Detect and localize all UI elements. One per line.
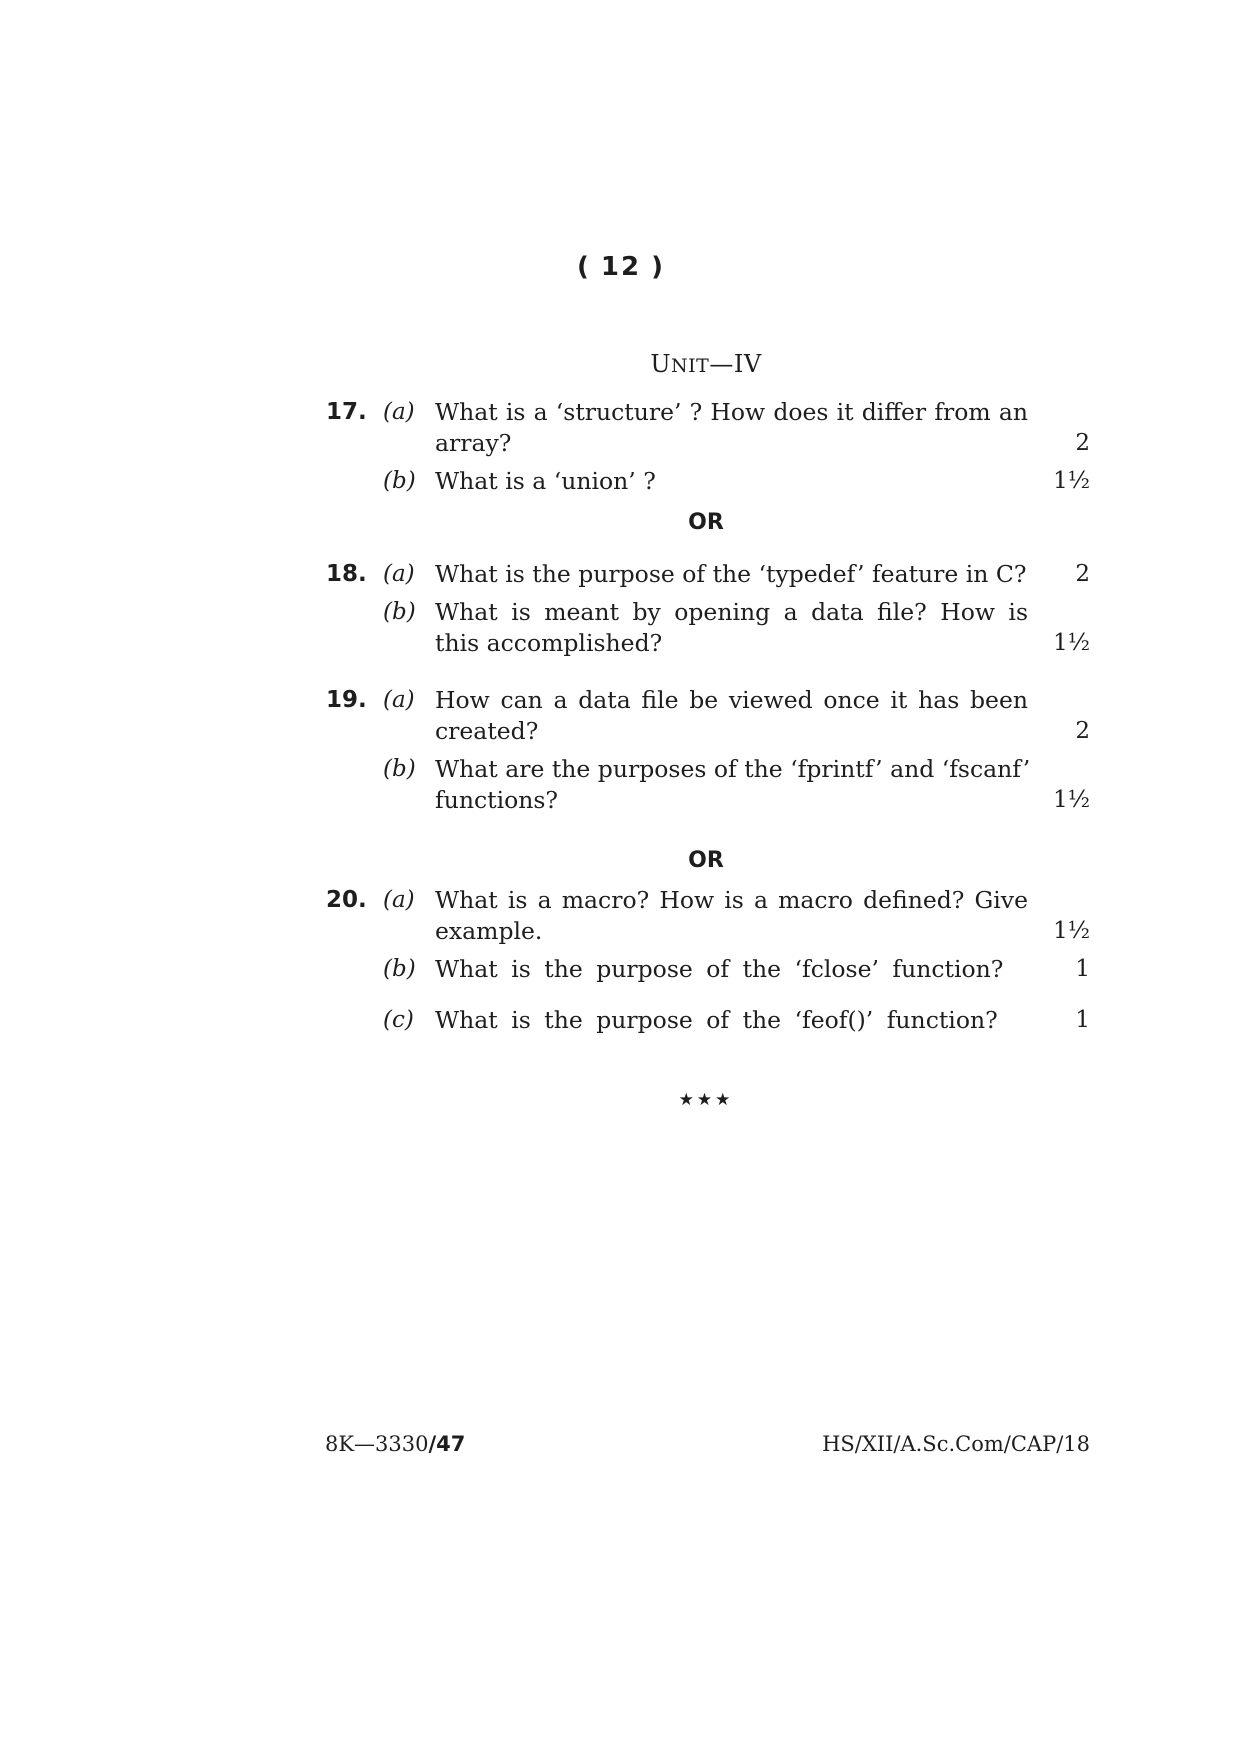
unit-heading: UNIT—IV <box>650 350 762 378</box>
question-20a-line2: example. <box>435 917 543 945</box>
question-17b-marks: 1½ <box>1053 468 1090 494</box>
question-18a-line1: What is the purpose of the ‘typedef’ feature in C? <box>435 560 1027 588</box>
question-20c-marks: 1 <box>1075 1007 1090 1033</box>
question-20b-marks: 1 <box>1075 956 1090 982</box>
question-19b-line1: What are the purposes of the ‘fprintf’ and ‘fscanf’ <box>435 755 1031 783</box>
question-20a-line1: What is a macro? How is a macro defined? Give <box>435 886 1028 914</box>
question-19a-marks: 2 <box>1075 718 1090 744</box>
page-number-value: 12 <box>600 252 642 282</box>
question-17-number: 17. <box>326 399 367 425</box>
question-19b-line2: functions? <box>435 786 559 814</box>
or-divider: OR <box>688 510 724 535</box>
or-divider-2: OR <box>688 848 724 873</box>
question-18a-marks: 2 <box>1075 561 1090 587</box>
question-20a-marks: 1½ <box>1053 918 1090 944</box>
page-number: ( 12 ) <box>577 252 665 282</box>
question-17b-line1: What is a ‘union’ ? <box>435 467 656 495</box>
question-17a-marks: 2 <box>1075 430 1090 456</box>
question-19b-label: (b) <box>383 756 416 782</box>
question-18-number: 18. <box>326 561 367 587</box>
question-20a-label: (a) <box>383 887 415 913</box>
question-18a-label: (a) <box>383 561 415 587</box>
question-18b-line2: this accomplished? <box>435 629 663 657</box>
question-18b-line1: What is meant by opening a data file? How is <box>435 598 1028 626</box>
question-20b-line1: What is the purpose of the ‘fclose’ function? <box>435 955 1004 983</box>
question-20c-label: (c) <box>383 1007 414 1033</box>
footer-right-code: HS/XII/A.Sc.Com/CAP/18 <box>822 1432 1090 1456</box>
question-19-number: 19. <box>326 687 367 713</box>
question-18b-marks: 1½ <box>1053 630 1090 656</box>
question-19b-marks: 1½ <box>1053 787 1090 813</box>
question-20b-label: (b) <box>383 956 416 982</box>
question-20-number: 20. <box>326 887 367 913</box>
question-19a-label: (a) <box>383 687 415 713</box>
question-19a-line2: created? <box>435 717 539 745</box>
question-17b-label: (b) <box>383 468 416 494</box>
question-17a-line2: array? <box>435 429 512 457</box>
question-17a-label: (a) <box>383 399 415 425</box>
question-17a-line1: What is a ‘structure’ ? How does it differ from an <box>435 398 1028 426</box>
question-20c-line1: What is the purpose of the ‘feof()’ function? <box>435 1006 998 1034</box>
end-stars: ★★★ <box>678 1090 734 1110</box>
question-18b-label: (b) <box>383 599 416 625</box>
question-19a-line1: How can a data file be viewed once it has been <box>435 686 1028 714</box>
footer-left-code: 8K—3330/47 <box>325 1432 466 1456</box>
